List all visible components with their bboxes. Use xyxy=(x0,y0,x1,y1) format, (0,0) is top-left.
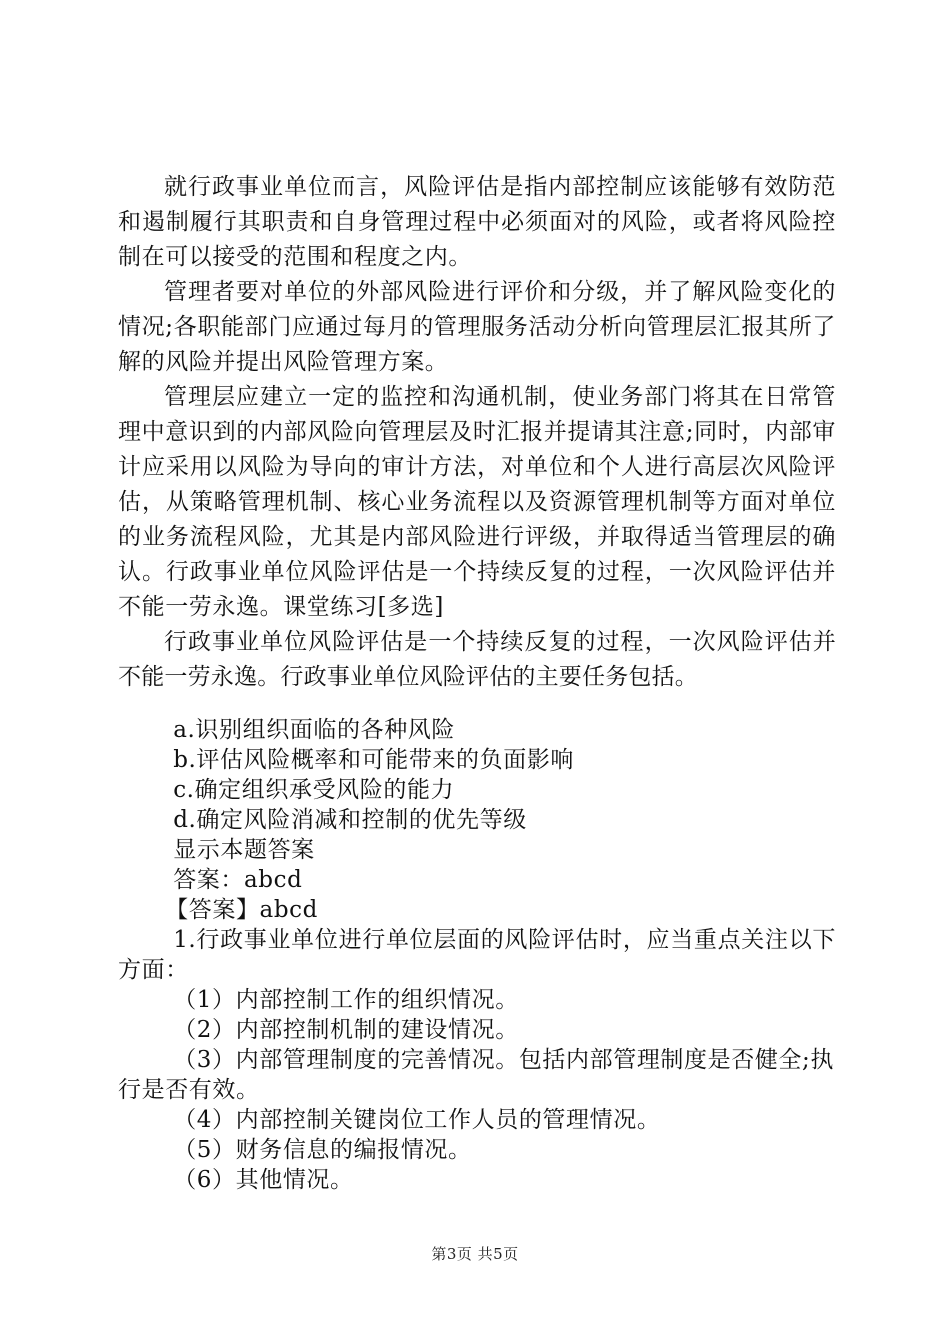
show-answer-link[interactable]: 显示本题答案 xyxy=(173,837,315,863)
list-item: （6）其他情况。 xyxy=(173,1167,354,1193)
paragraph-question-stem: 行政事业单位风险评估是一个持续反复的过程，一次风险评估并不能一劳永逸。行政事业单位风险评估的主要任务包括。 xyxy=(118,629,836,690)
list-item: （1）内部控制工作的组织情况。 xyxy=(173,987,519,1013)
paragraph-risk-definition: 就行政事业单位而言，风险评估是指内部控制应该能够有效防范和遏制履行其职责和自身管理过程中必须面对的风险，或者将风险控制在可以接受的范围和程度之内。 xyxy=(118,174,836,270)
answer-bracket-text: 【答案】abcd xyxy=(165,897,318,923)
list-item: （5）财务信息的编报情况。 xyxy=(173,1137,472,1163)
page-number-footer: 第3页 共5页 xyxy=(431,1245,519,1263)
page-content xyxy=(118,170,836,1195)
list-item: （3）内部管理制度的完善情况。包括内部管理制度是否健全;执行是否有效。 xyxy=(118,1047,834,1103)
focus-items-list xyxy=(118,985,836,1195)
list-item: （2）内部控制机制的建设情况。 xyxy=(173,1017,519,1043)
list-item: （4）内部控制关键岗位工作人员的管理情况。 xyxy=(173,1107,661,1133)
option-c: c.确定组织承受风险的能力 xyxy=(173,777,455,803)
paragraph-management-grading: 管理者要对单位的外部风险进行评价和分级，并了解风险变化的情况;各职能部门应通过每月的管理服务活动分析向管理层汇报其所了解的风险并提出风险管理方案。 xyxy=(118,279,836,375)
option-a: a.识别组织面临的各种风险 xyxy=(173,717,456,743)
option-b: b.评估风险概率和可能带来的负面影响 xyxy=(173,747,575,773)
paragraph-monitoring-mechanism: 管理层应建立一定的监控和沟通机制，使业务部门将其在日常管理中意识到的内部风险向管理层及时汇报并提请其注意;同时，内部审计应采用以风险为导向的审计方法，对单位和个人进行高层次风险评估，从策略管理机制、核心业务流程以及资源管理机制等方面对单位的业务流程风险，尤其是内部风险进行评级，并取得适当管理层的确认。行政事业单位风险评估是一个持续反复的过程，一次风险评估并不能一劳永逸。课堂练习[多选] xyxy=(118,384,836,620)
numbered-question: 1.行政事业单位进行单位层面的风险评估时，应当重点关注以下方面： xyxy=(118,927,836,983)
option-d: d.确定风险消减和控制的优先等级 xyxy=(173,807,527,833)
answer-text: 答案：abcd xyxy=(173,867,303,893)
answer-options xyxy=(118,715,836,835)
